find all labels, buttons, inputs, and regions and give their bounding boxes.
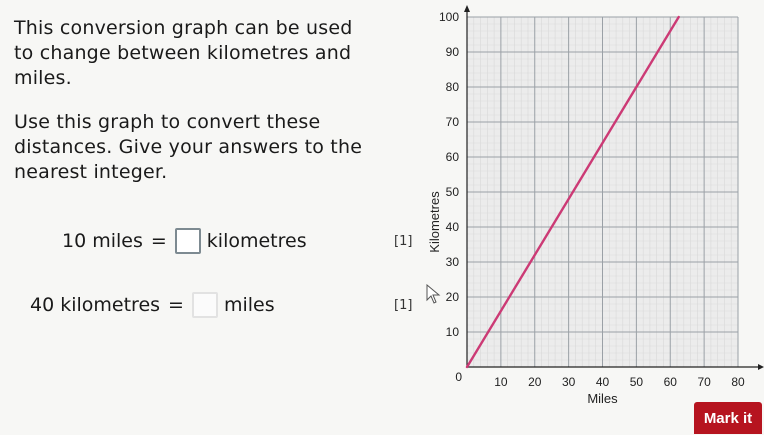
mark-it-button[interactable]: Mark it	[694, 402, 762, 434]
x-tick-label: 40	[595, 375, 610, 389]
question-2-equals: =	[168, 294, 184, 316]
x-tick-label: 50	[629, 375, 644, 389]
question-2-answer-input[interactable]	[192, 292, 218, 318]
y-tick-label: 70	[445, 115, 459, 129]
y-axis-arrow-icon	[464, 5, 470, 12]
y-tick-label: 30	[445, 255, 459, 269]
y-tick-label: 40	[445, 220, 459, 234]
question-1-marks: [1]	[394, 234, 413, 249]
question-2-marks: [1]	[394, 298, 413, 313]
question-1-answer-input[interactable]	[175, 228, 201, 254]
x-tick-label: 60	[663, 375, 677, 389]
x-tick-label: 20	[528, 375, 542, 389]
conversion-line	[467, 17, 679, 367]
intro-text: This conversion graph can be used to change between kilometres and miles.	[14, 17, 353, 89]
y-tick-label: 80	[445, 80, 459, 94]
question-1-equals: =	[150, 230, 167, 252]
y-tick-label: 100	[438, 10, 459, 24]
x-axis-label: Miles	[587, 391, 618, 406]
instruction-text: Use this graph to convert these distances. Give your answers to the nearest integer.	[14, 111, 363, 183]
question-1	[62, 228, 307, 254]
question-2-prefix: 40 kilometres	[30, 294, 161, 316]
x-tick-label: 70	[697, 375, 711, 389]
x-tick-label: 10	[494, 375, 508, 389]
y-tick-label: 10	[445, 325, 459, 339]
question-1-prefix: 10 miles	[62, 230, 143, 252]
x-tick-label: 80	[731, 375, 745, 389]
plot-area	[467, 17, 738, 367]
x-axis-arrow-icon	[758, 364, 764, 370]
y-tick-label: 90	[445, 45, 459, 59]
question-2	[30, 292, 275, 318]
y-tick-label: 50	[445, 185, 459, 199]
y-axis-label: Kilometres	[427, 191, 442, 253]
question-1-unit: kilometres	[206, 230, 307, 252]
y-tick-label: 60	[445, 150, 459, 164]
mouse-cursor-icon	[425, 284, 441, 304]
y-tick-label: 20	[445, 290, 459, 304]
y-tick-label: 0	[455, 370, 462, 384]
x-tick-label: 30	[561, 375, 576, 389]
question-2-unit: miles	[223, 294, 275, 316]
